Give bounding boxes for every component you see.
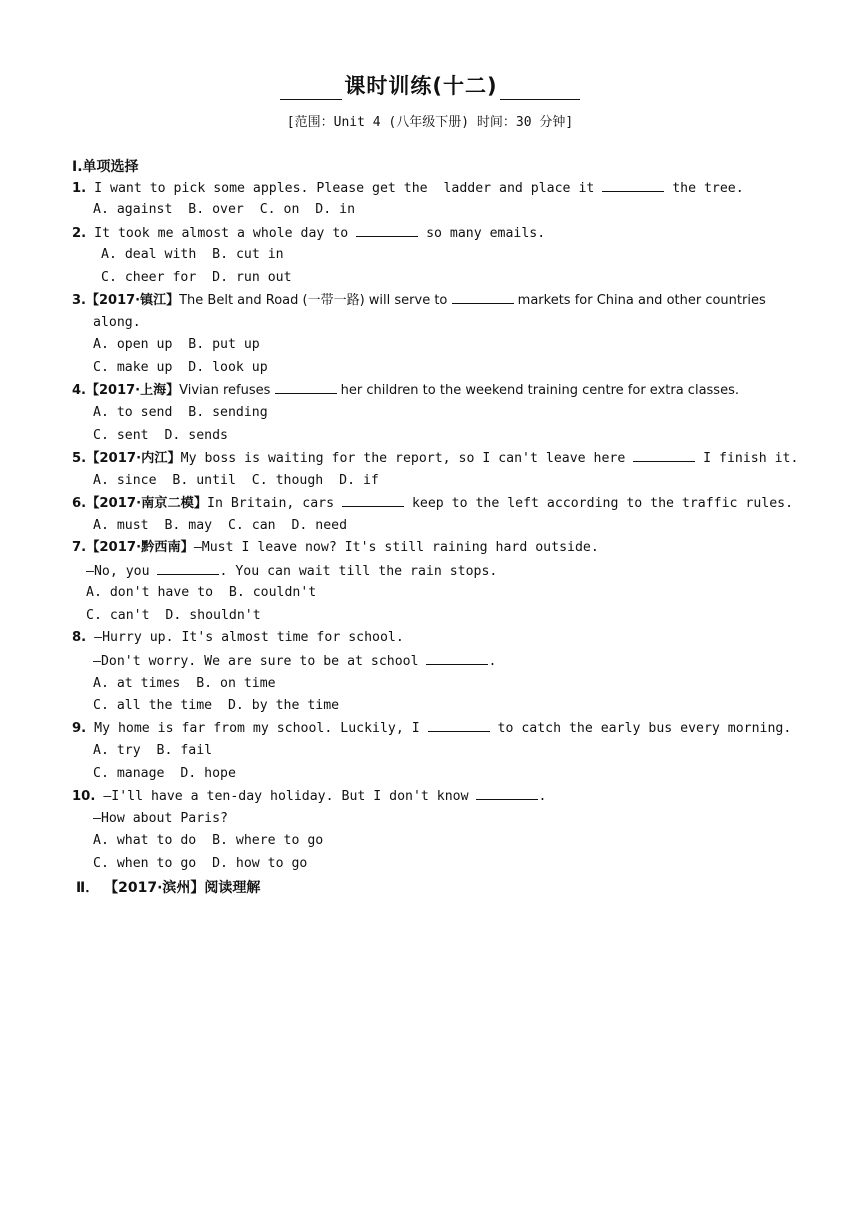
question-4-options-a: A. to send B. sending — [93, 405, 268, 420]
question-1-options: A. against B. over C. on D. in — [93, 202, 356, 217]
page-title: 课时训练(十二) — [344, 74, 498, 98]
question-5-options: A. since B. until C. though D. if — [93, 473, 379, 488]
source-tag: 【2017·滨州】 — [104, 880, 205, 896]
section-heading-1: Ⅰ.单项选择 — [72, 159, 139, 175]
source-tag: 【2017·黔西南】 — [86, 540, 194, 555]
question-4: 4.【2017·上海】Vivian refuses her children to the weekend training centre for extra classes. — [72, 383, 739, 398]
question-10-options-b: C. when to go D. how to go — [93, 856, 308, 871]
answer-blank — [452, 291, 514, 304]
answer-blank — [476, 787, 538, 800]
question-number: 4. — [72, 383, 86, 398]
question-8: 8. —Hurry up. It's almost time for school. — [72, 630, 404, 645]
question-6: 6.【2017·南京二模】In Britain, cars keep to the left according to the traffic rules. — [72, 496, 794, 511]
question-number: 7. — [72, 540, 87, 555]
question-9-options-a: A. try B. fail — [93, 743, 213, 758]
question-number: 8. — [72, 630, 87, 645]
title-underline-left — [280, 75, 342, 100]
answer-blank — [633, 449, 695, 462]
question-10: 10. —I'll have a ten-day holiday. But I don't know . — [72, 789, 547, 804]
question-1: 1. I want to pick some apples. Please get the ladder and place it the tree. — [72, 181, 744, 196]
source-tag: 【2017·上海】 — [85, 383, 180, 398]
question-7-options-a: A. don't have to B. couldn't — [86, 585, 317, 600]
source-tag: 【2017·南京二模】 — [86, 496, 208, 511]
question-6-options: A. must B. may C. can D. need — [93, 518, 348, 533]
answer-blank — [275, 381, 337, 394]
answer-blank — [426, 652, 488, 665]
question-7: 7.【2017·黔西南】—Must I leave now? It's still raining hard outside. — [72, 540, 599, 555]
question-7-line-2: —No, you . You can wait till the rain stops. — [86, 564, 498, 579]
answer-blank — [356, 224, 418, 237]
page-subtitle: [范围：Unit 4 (八年级下册) 时间：30 分钟] — [286, 115, 574, 130]
question-number: 3. — [72, 293, 86, 308]
title-underline-right — [500, 75, 580, 100]
question-number: 6. — [72, 496, 87, 511]
question-number: 9. — [72, 721, 87, 736]
answer-blank — [342, 494, 404, 507]
question-8-options-a: A. at times B. on time — [93, 676, 276, 691]
question-3-options-b: C. make up D. look up — [93, 360, 268, 375]
question-2-options-a: A. deal with B. cut in — [101, 247, 284, 262]
title-row — [0, 70, 860, 100]
question-2-options-b: C. cheer for D. run out — [101, 270, 292, 285]
question-10-options-a: A. what to do B. where to go — [93, 833, 324, 848]
question-3: 3.【2017·镇江】The Belt and Road (一带一路) will serve to markets for China and other countries — [72, 293, 766, 308]
question-number: 2. — [72, 226, 87, 241]
question-5: 5.【2017·内江】My boss is waiting for the report, so I can't leave here I finish it. — [72, 451, 799, 466]
answer-blank — [157, 562, 219, 575]
question-2: 2. It took me almost a whole day to so many emails. — [72, 226, 546, 241]
section-heading-2: Ⅱ． 【2017·滨州】阅读理解 — [76, 880, 261, 896]
question-number: 1. — [72, 181, 87, 196]
question-8-options-b: C. all the time D. by the time — [93, 698, 340, 713]
question-3-options-a: A. open up B. put up — [93, 337, 260, 352]
question-10-line-2: —How about Paris? — [93, 811, 228, 826]
question-9-options-b: C. manage D. hope — [93, 766, 236, 781]
question-number: 5. — [72, 451, 87, 466]
answer-blank — [602, 179, 664, 192]
question-number: 10. — [72, 789, 96, 804]
source-tag: 【2017·内江】 — [86, 451, 181, 466]
source-tag: 【2017·镇江】 — [85, 293, 180, 308]
question-3-continued: along. — [93, 315, 141, 330]
question-8-line-2: —Don't worry. We are sure to be at school . — [93, 654, 497, 669]
question-9: 9. My home is far from my school. Luckily, I to catch the early bus every morning. — [72, 721, 792, 736]
question-4-options-b: C. sent D. sends — [93, 428, 228, 443]
answer-blank — [428, 719, 490, 732]
question-7-options-b: C. can't D. shouldn't — [86, 608, 261, 623]
